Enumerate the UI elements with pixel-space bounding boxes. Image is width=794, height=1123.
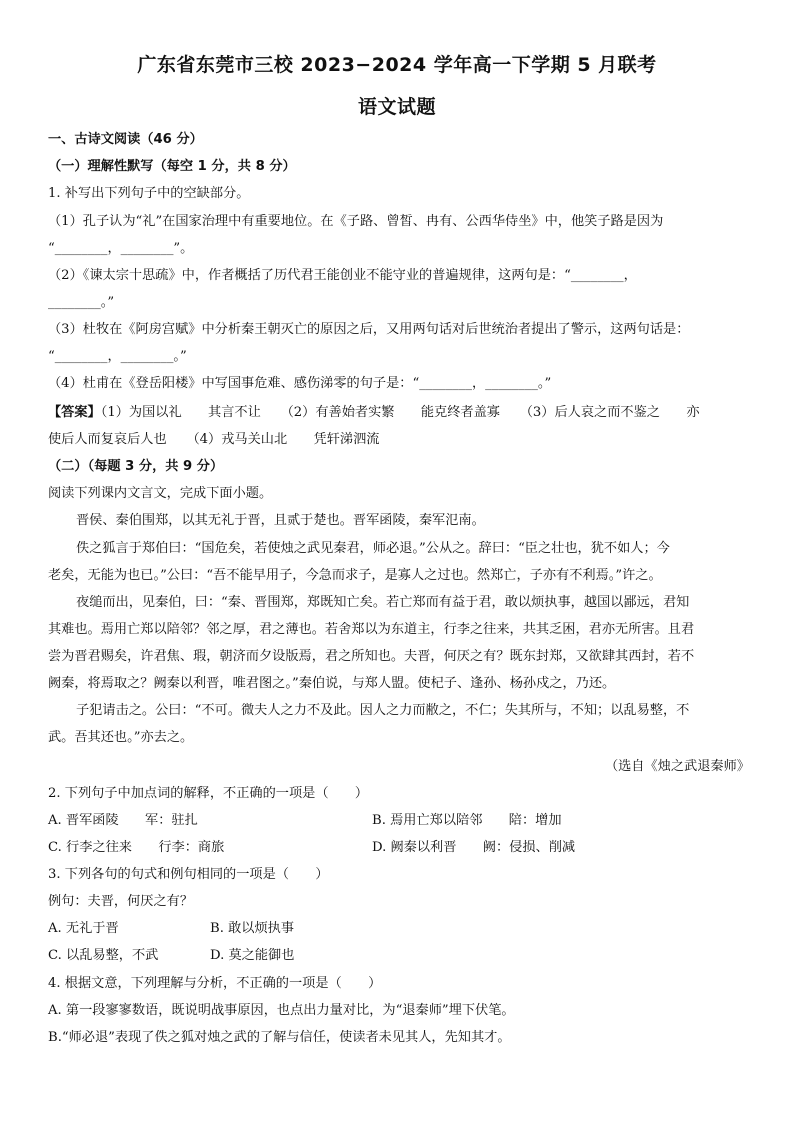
- answer-text-1: （1）为国以礼 其言不让 （2）有善始者实繁 能克终者盖寡 （3）后人哀之而不鉴之 亦: [100, 405, 700, 420]
- answer-line-2: 使后人而复哀后人也 （4）戎马关山北 凭轩涕泗流: [48, 432, 380, 447]
- answer-line-1: [48, 404, 750, 422]
- part-heading-1: （一）理解性默写（每空 1 分，共 8 分）: [48, 159, 296, 174]
- answer-label: 【答案】: [48, 405, 101, 420]
- section-heading: 一、古诗文阅读（46 分）: [48, 132, 203, 147]
- q3-example: 例句：夫晋，何厌之有？: [48, 894, 194, 909]
- q2-option-d: D. 阙秦以利晋 阙：侵损、削减: [372, 840, 576, 855]
- q2-option-a: A. 晋军函陵 军：驻扎: [48, 813, 198, 828]
- q1-item-4: （4）杜甫在《登岳阳楼》中写国事危难、感伤涕零的句子是：“________，________。”: [48, 376, 552, 391]
- part-heading-2: （二）（每题 3 分，共 9 分）: [48, 459, 224, 474]
- passage-line: 老矣，无能为也已。”公曰：“吾不能早用子，今急而求子，是寡人之过也。然郑亡，子亦有不利焉。”许之。: [48, 568, 662, 583]
- q3-option-a: A. 无礼于晋: [48, 921, 119, 936]
- passage-line: 子犯请击之。公曰：“不可。微夫人之力不及此。因人之力而敝之，不仁；失其所与，不知；以乱易整，不: [76, 703, 690, 718]
- q1-item-2: （2）《谏太宗十思疏》中，作者概括了历代君王能创业不能守业的普遍规律，这两句是：“________，: [48, 268, 637, 283]
- q3-option-d: D. 莫之能御也: [210, 948, 295, 963]
- q2-option-c: C. 行李之往来 行李：商旅: [48, 840, 225, 855]
- q1-item-2-blanks: ________。”: [48, 295, 115, 310]
- q3-option-b: B. 敢以烦执事: [210, 921, 295, 936]
- q4-option-a: A. 第一段寥寥数语，既说明战事原因，也点出力量对比，为“退秦师”埋下伏笔。: [48, 1003, 515, 1018]
- q3-option-c: C. 以乱易整，不武: [48, 948, 159, 963]
- q3-stem: 3. 下列各句的句式和例句相同的一项是（ ）: [48, 867, 329, 882]
- exam-subtitle: 语文试题: [357, 96, 436, 118]
- exam-title: 广东省东莞市三校 2023−2024 学年高一下学期 5 月联考: [137, 54, 657, 76]
- q4-option-b: B.“师必退”表现了佚之狐对烛之武的了解与信任，使读者未见其人，先知其才。: [48, 1030, 511, 1045]
- passage-line: 晋侯、秦伯围郑，以其无礼于晋，且贰于楚也。晋军函陵，秦军氾南。: [76, 513, 485, 528]
- q2-stem: 2. 下列句子中加点词的解释，不正确的一项是（ ）: [48, 786, 369, 801]
- passage-line: 夜缒而出，见秦伯，曰：“秦、晋围郑，郑既知亡矣。若亡郑而有益于君，敢以烦执事，越国以鄙远，君知: [76, 595, 690, 610]
- passage-source: （选自《烛之武退秦师》: [604, 759, 750, 774]
- q2-option-b: B. 焉用亡郑以陪邻 陪：增加: [372, 813, 562, 828]
- passage-line: 阙秦，将焉取之？阙秦以利晋，唯君图之。”秦伯说，与郑人盟。使杞子、逢孙、杨孙戍之，乃还。: [48, 676, 616, 691]
- q1-item-1-blanks: “________，________”。: [48, 241, 194, 256]
- q1-item-3: （3）杜牧在《阿房宫赋》中分析秦王朝灭亡的原因之后，又用两句话对后世统治者提出了警示，这两句话是：: [48, 322, 690, 337]
- passage-line: 尝为晋君赐矣，许君焦、瑕，朝济而夕设版焉，君之所知也。夫晋，何厌之有？既东封郑，又欲肆其西封，若不: [48, 649, 695, 664]
- q1-item-1: （1）孔子认为“礼”在国家治理中有重要地位。在《子路、曾皙、冉有、公西华侍坐》中，他笑子路是因为: [48, 214, 664, 229]
- reading-intro: 阅读下列课内文言文，完成下面小题。: [48, 486, 273, 501]
- q1-item-3-blanks: “________，________。”: [48, 349, 187, 364]
- passage-line: 其难也。焉用亡郑以陪邻？邻之厚，君之薄也。若舍郑以为东道主，行李之往来，共其乏困，君亦无所害。且君: [48, 622, 695, 637]
- q1-stem: 1. 补写出下列句子中的空缺部分。: [48, 186, 250, 201]
- passage-line: 武。吾其还也。”亦去之。: [48, 730, 194, 745]
- q4-stem: 4. 根据文意，下列理解与分析，不正确的一项是（ ）: [48, 976, 382, 991]
- passage-line: 佚之狐言于郑伯曰：“国危矣，若使烛之武见秦君，师必退。”公从之。辞曰：“臣之壮也，犹不如人；今: [76, 541, 670, 556]
